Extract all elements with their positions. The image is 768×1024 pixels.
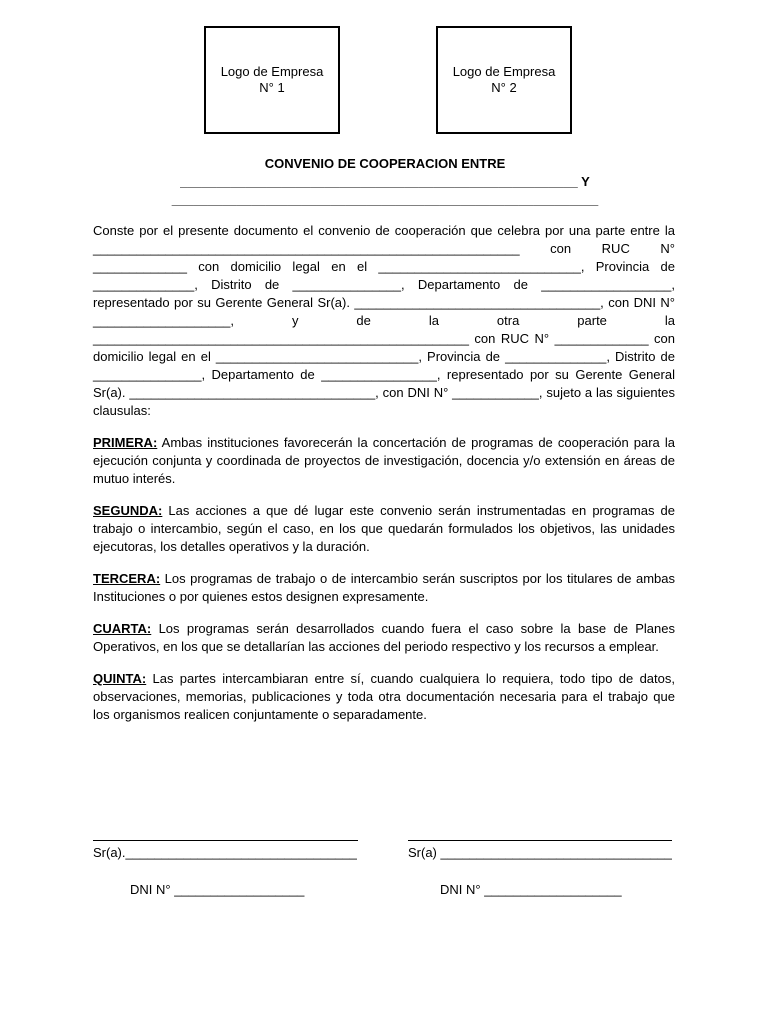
agreement-body — [93, 222, 675, 738]
clause-cuarta — [93, 620, 675, 656]
clause-heading: CUARTA: — [93, 621, 152, 636]
clause-quinta — [93, 670, 675, 724]
signature-rule-2 — [408, 840, 672, 841]
logo-2-number: N° 2 — [491, 80, 517, 95]
clause-text: Las partes intercambiaran entre sí, cuando cualquiera lo requiera, todo tipo de datos, observaciones, memorias, publicaciones y toda otra documentación necesaria para el trabajo que los organismos realicen conjuntamente o separadamente. — [93, 671, 675, 722]
title-heading: CONVENIO DE COOPERACION ENTRE — [264, 156, 506, 171]
signature-1-name: Sr(a).________________________________ — [93, 845, 357, 860]
clause-text: Las acciones a que dé lugar este convenio serán instrumentadas en programas de trabajo o intercambio, según el caso, en los que quedarán formulados los objetivos, las unidades ejecutoras, los detalles operativos y la duración. — [93, 503, 675, 554]
company-logo-1-placeholder — [204, 26, 340, 134]
intro-paragraph: Conste por el presente documento el convenio de cooperación que celebra por una parte entre la ___________________________________________________________ con RUC N° _____________ con domicilio legal en el ____________________________, Provincia de ______________, Distrito de _______________, Departamento de __________________, representado por su Gerente General Sr(a). __________________________________, con DNI N° ___________________, y de la otra parte la ____________________________________________________ con RUC N° _____________ con domicilio legal en el ____________________________, Provincia de ______________, Distrito de _______________, Departamento de ________________, representado por su Gerente General Sr(a). __________________________________, con DNI N° ____________, sujeto a las siguientes clausulas: — [93, 223, 675, 418]
clause-tercera — [93, 570, 675, 606]
logo-2-label: Logo de Empresa — [452, 64, 556, 79]
logo-1-label: Logo de Empresa — [220, 64, 324, 79]
company-logo-2-placeholder — [436, 26, 572, 134]
signature-1-dni: DNI N° __________________ — [130, 882, 305, 897]
clause-primera — [93, 434, 675, 488]
title-party-line-2: ___________________________________________________________ — [171, 192, 599, 207]
clause-text: Los programas de trabajo o de intercambio serán suscriptos por los titulares de ambas Instituciones o por quienes estos designen expresamente. — [93, 571, 675, 604]
signature-rule-1 — [93, 840, 358, 841]
title-party-line-1: _______________________________________________________ Y — [180, 174, 590, 189]
clause-text: Ambas instituciones favorecerán la concertación de programas de cooperación para la ejecución conjunta y coordinada de proyectos de investigación, docencia y/o extensión en áreas de mutuo interés. — [93, 435, 675, 486]
clause-segunda — [93, 502, 675, 556]
clause-heading: TERCERA: — [93, 571, 161, 586]
signature-2-dni: DNI N° ___________________ — [440, 882, 622, 897]
clause-heading: QUINTA: — [93, 671, 147, 686]
clause-heading: SEGUNDA: — [93, 503, 163, 518]
clause-heading: PRIMERA: — [93, 435, 158, 450]
clause-text: Los programas serán desarrollados cuando fuera el caso sobre la base de Planes Operativos, en los que se detallarían las acciones del periodo respectivo y los recursos a emplear. — [93, 621, 675, 654]
document-title — [94, 155, 676, 209]
signature-2-name: Sr(a) ________________________________ — [408, 845, 672, 860]
logo-1-number: N° 1 — [259, 80, 285, 95]
